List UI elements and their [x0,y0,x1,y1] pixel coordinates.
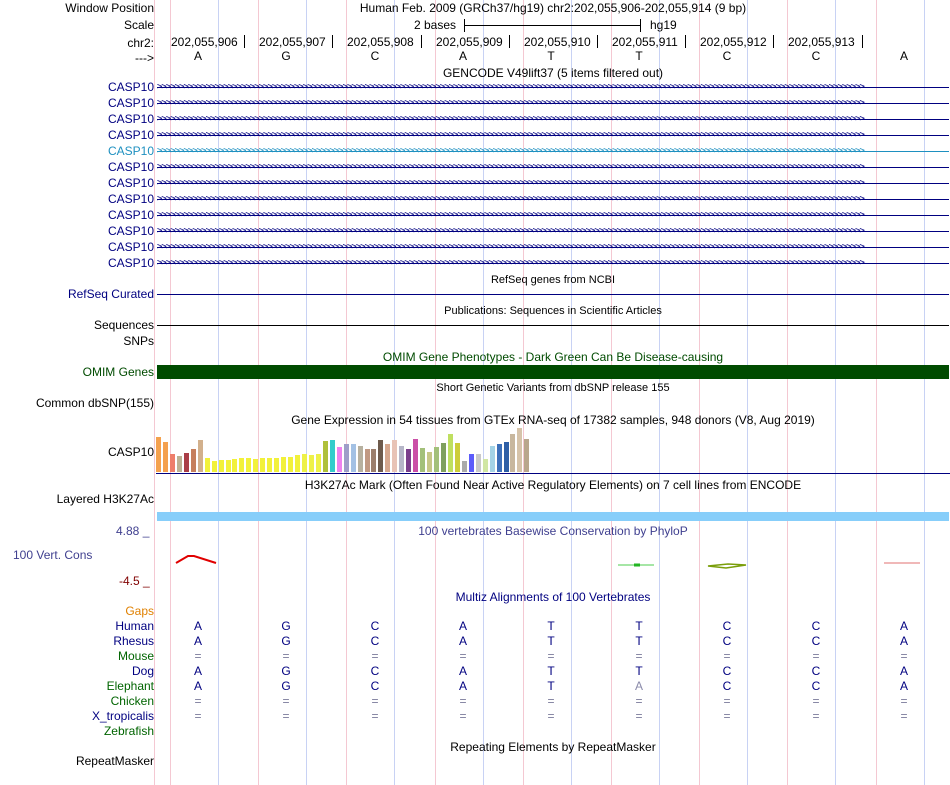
scale-bar [464,25,640,26]
strand-chevrons-icon: >>>>>>>>>>>>>>>>>>>>>>>>>>>>>>>>>>>>>>>>>>>>>>>>>>>>>>>>>>>>>>>>>>>>>>>>>>>>>>>>>>>>>>>>>>>>>>>>>>>>>>>>>>>>>>>>>>>>>>>>>>>>>>>>>>>>>>>>>>>>>>>>>>>>>>>>>>>>>>>> [157,179,864,188]
reference-base: C [722,49,732,63]
scale-text: 2 bases [414,18,457,32]
multiz-aligned-base: = [371,694,379,708]
multiz-aligned-base: A [899,634,908,648]
gtex-tissue-bar[interactable] [156,437,161,472]
multiz-aligned-base: T [547,634,555,648]
gencode-transcript-label[interactable]: CASP10 [107,112,154,126]
assembly-info: Human Feb. 2009 (GRCh37/hg19) chr2:202,055,906-202,055,914 (9 bp) [359,1,747,15]
multiz-aligned-base: T [547,664,555,678]
multiz-aligned-base: = [547,709,555,723]
scale-label: Scale [123,18,154,32]
phylop-signal[interactable] [156,545,950,585]
gencode-transcript-label[interactable]: CASP10 [107,208,154,222]
gencode-transcript-label[interactable]: CASP10 [107,176,154,190]
gtex-tissue-bar[interactable] [239,458,244,472]
phylop-mark-base7 [708,564,746,568]
gencode-transcript-label[interactable]: CASP10 [107,224,154,238]
ruler-position-label: 202,055,908 [347,35,414,49]
gtex-tissue-bar[interactable] [184,453,189,472]
multiz-aligned-base: G [281,664,291,678]
gtex-tissue-bar[interactable] [170,454,175,472]
phylop-track-title: 100 vertebrates Basewise Conservation by PhyloP [418,524,688,538]
omim-track-label[interactable]: OMIM Genes [82,365,154,379]
gtex-track-label[interactable]: CASP10 [107,445,154,459]
multiz-aligned-base: T [635,634,643,648]
reference-base: C [811,49,821,63]
gtex-tissue-bar[interactable] [232,459,237,472]
scale-bar-right-tick [640,19,641,32]
gtex-tissue-bar[interactable] [219,460,224,472]
multiz-aligned-base: = [194,694,202,708]
strand-chevrons-icon: >>>>>>>>>>>>>>>>>>>>>>>>>>>>>>>>>>>>>>>>>>>>>>>>>>>>>>>>>>>>>>>>>>>>>>>>>>>>>>>>>>>>>>>>>>>>>>>>>>>>>>>>>>>>>>>>>>>>>>>>>>>>>>>>>>>>>>>>>>>>>>>>>>>>>>>>>>>>>>>> [157,163,864,172]
gtex-tissue-bar[interactable] [281,457,286,472]
multiz-aligned-base: A [458,679,467,693]
refseq-track-label[interactable]: RefSeq Curated [67,287,154,301]
gtex-tissue-bar[interactable] [448,434,453,472]
gtex-tissue-bar[interactable] [198,440,203,472]
ruler-tick [685,35,686,48]
refseq-gene-line[interactable] [157,294,949,295]
multiz-aligned-base: A [193,634,202,648]
gtex-tissue-bar[interactable] [413,439,418,472]
phylop-track-label[interactable]: 100 Vert. Cons [13,548,93,562]
gtex-tissue-bar[interactable] [351,444,356,472]
multiz-aligned-base: T [635,619,643,633]
reference-base: C [370,49,380,63]
strand-label: ---> [135,51,154,65]
gtex-tissue-bar[interactable] [427,452,432,472]
multiz-aligned-base: C [811,634,821,648]
multiz-aligned-base: C [370,634,380,648]
scale-bar-left-tick [464,19,465,32]
gtex-track-baseline [156,473,950,474]
gtex-tissue-bar[interactable] [490,446,495,472]
gtex-tissue-bar[interactable] [420,448,425,472]
multiz-aligned-base: C [722,634,732,648]
strand-chevrons-icon: >>>>>>>>>>>>>>>>>>>>>>>>>>>>>>>>>>>>>>>>>>>>>>>>>>>>>>>>>>>>>>>>>>>>>>>>>>>>>>>>>>>>>>>>>>>>>>>>>>>>>>>>>>>>>>>>>>>>>>>>>>>>>>>>>>>>>>>>>>>>>>>>>>>>>>>>>>>>>>>> [157,227,864,236]
repeatmasker-track-title: Repeating Elements by RepeatMasker [450,740,656,754]
scale-db: hg19 [650,18,677,32]
multiz-aligned-base: = [900,709,908,723]
ruler-tick [597,35,598,48]
multiz-aligned-base: = [812,694,820,708]
gtex-tissue-bar[interactable] [163,442,168,472]
multiz-aligned-base: = [812,709,820,723]
gencode-transcript-label[interactable]: CASP10 [107,144,154,158]
repeatmasker-track-label[interactable]: RepeatMasker [75,754,154,768]
gtex-tissue-bar[interactable] [385,444,390,472]
gencode-transcript-label[interactable]: CASP10 [107,256,154,270]
gencode-transcript-label[interactable]: CASP10 [107,160,154,174]
ruler-position-label: 202,055,906 [171,35,238,49]
gtex-tissue-bar[interactable] [191,449,196,472]
gencode-transcript-label[interactable]: CASP10 [107,192,154,206]
refseq-track-title: RefSeq genes from NCBI [490,274,616,286]
phylop-ymin-label: -4.5 _ [119,574,150,588]
multiz-species-label[interactable]: Mouse [117,649,154,663]
ruler-position-label: 202,055,911 [612,35,678,49]
multiz-aligned-base: C [370,664,380,678]
gencode-transcript-label[interactable]: CASP10 [107,80,154,94]
ruler-position-label: 202,055,909 [436,35,503,49]
gtex-tissue-bar[interactable] [497,444,502,472]
multiz-aligned-base: C [811,679,821,693]
multiz-aligned-base: = [459,709,467,723]
multiz-aligned-base: = [282,649,290,663]
multiz-species-label[interactable]: Elephant [106,679,154,693]
multiz-aligned-base: A [193,664,202,678]
gtex-tissue-bar[interactable] [371,449,376,472]
gtex-tissue-bar[interactable] [309,455,314,472]
gtex-tissue-bar[interactable] [392,440,397,472]
strand-chevrons-icon: >>>>>>>>>>>>>>>>>>>>>>>>>>>>>>>>>>>>>>>>>>>>>>>>>>>>>>>>>>>>>>>>>>>>>>>>>>>>>>>>>>>>>>>>>>>>>>>>>>>>>>>>>>>>>>>>>>>>>>>>>>>>>>>>>>>>>>>>>>>>>>>>>>>>>>>>>>>>>>>> [157,115,864,124]
multiz-aligned-base: = [900,694,908,708]
multiz-aligned-base: A [899,619,908,633]
multiz-aligned-base: A [458,634,467,648]
gencode-transcript-label[interactable]: CASP10 [107,128,154,142]
gtex-tissue-bar[interactable] [212,461,217,472]
gtex-tissue-bar[interactable] [378,440,383,472]
multiz-aligned-base: = [371,709,379,723]
ruler-position-label: 202,055,907 [259,35,326,49]
multiz-aligned-base: = [547,649,555,663]
multiz-aligned-base: C [722,664,732,678]
gtex-tissue-bar[interactable] [406,449,411,472]
multiz-aligned-base: A [899,679,908,693]
h3k27ac-track-label[interactable]: Layered H3K27Ac [56,492,154,506]
reference-base: T [635,49,643,63]
gtex-tissue-bar[interactable] [323,441,328,472]
multiz-aligned-base: = [723,694,731,708]
multiz-aligned-base: C [811,664,821,678]
dbsnp-track-label[interactable]: Common dbSNP(155) [35,396,154,410]
gtex-tissue-bar[interactable] [246,458,251,472]
gtex-tissue-bar[interactable] [510,434,515,472]
multiz-aligned-base: = [812,649,820,663]
gtex-tissue-bar[interactable] [455,443,460,472]
multiz-aligned-base: = [459,649,467,663]
publications-sequence-line[interactable] [157,325,949,326]
ruler-tick [244,35,245,48]
gencode-transcript-label[interactable]: CASP10 [107,240,154,254]
publications-track-title: Publications: Sequences in Scientific Articles [444,305,662,317]
multiz-aligned-base: = [900,649,908,663]
multiz-aligned-base: C [811,619,821,633]
multiz-gaps-label[interactable]: Gaps [125,604,154,618]
ruler-tick [332,35,333,48]
multiz-aligned-base: = [371,649,379,663]
h3k27ac-track-title: H3K27Ac Mark (Often Found Near Active Regulatory Elements) on 7 cell lines from ENCODE [304,478,802,492]
ruler-position-label: 202,055,912 [700,35,767,49]
gtex-tissue-bar[interactable] [434,447,439,472]
chrom-label: chr2: [127,36,154,50]
gtex-tissue-bar[interactable] [295,455,300,472]
multiz-aligned-base: = [635,709,643,723]
gtex-tissue-bar[interactable] [267,458,272,472]
strand-chevrons-icon: >>>>>>>>>>>>>>>>>>>>>>>>>>>>>>>>>>>>>>>>>>>>>>>>>>>>>>>>>>>>>>>>>>>>>>>>>>>>>>>>>>>>>>>>>>>>>>>>>>>>>>>>>>>>>>>>>>>>>>>>>>>>>>>>>>>>>>>>>>>>>>>>>>>>>>>>>>>>>>>> [157,131,864,140]
gtex-tissue-bar[interactable] [177,456,182,472]
multiz-aligned-base: G [281,619,291,633]
multiz-aligned-base: = [282,709,290,723]
reference-base: A [458,49,467,63]
multiz-aligned-base: C [722,679,732,693]
multiz-aligned-base: A [193,619,202,633]
publications-track-label[interactable]: Sequences [93,318,154,332]
h3k27ac-signal-bar[interactable] [157,512,949,521]
gtex-tissue-bar[interactable] [205,458,210,472]
gencode-track-title: GENCODE V49lift37 (5 items filtered out) [442,66,664,80]
gtex-tissue-bar[interactable] [253,459,258,472]
gtex-tissue-bar[interactable] [524,439,529,472]
omim-feature-bar[interactable] [157,365,949,379]
gtex-tissue-bar[interactable] [462,461,467,472]
gtex-tissue-bar[interactable] [358,446,363,472]
ruler-tick [509,35,510,48]
multiz-aligned-base: C [370,679,380,693]
multiz-aligned-base: A [193,679,202,693]
strand-chevrons-icon: >>>>>>>>>>>>>>>>>>>>>>>>>>>>>>>>>>>>>>>>>>>>>>>>>>>>>>>>>>>>>>>>>>>>>>>>>>>>>>>>>>>>>>>>>>>>>>>>>>>>>>>>>>>>>>>>>>>>>>>>>>>>>>>>>>>>>>>>>>>>>>>>>>>>>>>>>>>>>>>> [157,99,864,108]
gtex-tissue-bar[interactable] [316,454,321,472]
multiz-aligned-base: = [282,694,290,708]
multiz-species-label[interactable]: Dog [131,664,154,678]
omim-track-title: OMIM Gene Phenotypes - Dark Green Can Be Disease-causing [382,350,724,364]
multiz-aligned-base: A [634,679,643,693]
multiz-aligned-base: = [635,694,643,708]
ruler-position-label: 202,055,910 [524,35,591,49]
multiz-aligned-base: = [723,709,731,723]
gtex-tissue-bar[interactable] [504,442,509,472]
gtex-track-title: Gene Expression in 54 tissues from GTEx RNA-seq of 17382 samples, 948 donors (V8, Aug 2019) [291,413,815,427]
window-position-label: Window Position [65,1,154,15]
gtex-tissue-bar[interactable] [344,444,349,472]
multiz-aligned-base: A [458,619,467,633]
reference-base: A [193,49,202,63]
multiz-species-label[interactable]: Human [115,619,154,633]
gtex-tissue-bar[interactable] [365,449,370,472]
multiz-aligned-base: T [547,619,555,633]
multiz-aligned-base: = [723,649,731,663]
multiz-aligned-base: C [722,619,732,633]
strand-chevrons-icon: >>>>>>>>>>>>>>>>>>>>>>>>>>>>>>>>>>>>>>>>>>>>>>>>>>>>>>>>>>>>>>>>>>>>>>>>>>>>>>>>>>>>>>>>>>>>>>>>>>>>>>>>>>>>>>>>>>>>>>>>>>>>>>>>>>>>>>>>>>>>>>>>>>>>>>>>>>>>>>>> [157,195,864,204]
multiz-aligned-base: = [459,694,467,708]
multiz-aligned-base: G [281,634,291,648]
multiz-species-label[interactable]: Zebrafish [103,724,154,738]
gtex-tissue-bar[interactable] [337,447,342,472]
gtex-tissue-bar[interactable] [483,459,488,472]
reference-base: T [547,49,555,63]
multiz-aligned-base: C [370,619,380,633]
multiz-species-label[interactable]: Chicken [110,694,154,708]
gtex-tissue-bar[interactable] [226,460,231,472]
multiz-species-label[interactable]: X_tropicalis [91,709,154,723]
multiz-track-title: Multiz Alignments of 100 Vertebrates [455,590,651,604]
strand-chevrons-icon: >>>>>>>>>>>>>>>>>>>>>>>>>>>>>>>>>>>>>>>>>>>>>>>>>>>>>>>>>>>>>>>>>>>>>>>>>>>>>>>>>>>>>>>>>>>>>>>>>>>>>>>>>>>>>>>>>>>>>>>>>>>>>>>>>>>>>>>>>>>>>>>>>>>>>>>>>>>>>>>> [157,83,864,92]
gencode-transcript-label[interactable]: CASP10 [107,96,154,110]
ruler-position-label: 202,055,913 [788,35,855,49]
gtex-tissue-bar[interactable] [517,428,522,472]
multiz-aligned-base: = [194,649,202,663]
gtex-tissue-bar[interactable] [476,454,481,472]
gtex-tissue-bar[interactable] [399,446,404,472]
dbsnp-track-title: Short Genetic Variants from dbSNP release 155 [436,382,670,394]
multiz-aligned-base: = [635,649,643,663]
gtex-tissue-bar[interactable] [302,454,307,472]
strand-chevrons-icon: >>>>>>>>>>>>>>>>>>>>>>>>>>>>>>>>>>>>>>>>>>>>>>>>>>>>>>>>>>>>>>>>>>>>>>>>>>>>>>>>>>>>>>>>>>>>>>>>>>>>>>>>>>>>>>>>>>>>>>>>>>>>>>>>>>>>>>>>>>>>>>>>>>>>>>>>>>>>>>>> [157,259,864,268]
gtex-bar-chart[interactable] [156,427,950,472]
gtex-tissue-bar[interactable] [288,457,293,472]
ruler-tick [862,35,863,48]
multiz-aligned-base: T [547,679,555,693]
phylop-ymax-label: 4.88 _ [116,524,150,538]
multiz-aligned-base: T [635,664,643,678]
gtex-tissue-bar[interactable] [441,443,446,472]
gtex-tissue-bar[interactable] [469,454,474,472]
gtex-tissue-bar[interactable] [330,440,335,472]
reference-base: G [281,49,291,63]
gtex-tissue-bar[interactable] [260,458,265,472]
gtex-tissue-bar[interactable] [274,458,279,472]
strand-chevrons-icon: >>>>>>>>>>>>>>>>>>>>>>>>>>>>>>>>>>>>>>>>>>>>>>>>>>>>>>>>>>>>>>>>>>>>>>>>>>>>>>>>>>>>>>>>>>>>>>>>>>>>>>>>>>>>>>>>>>>>>>>>>>>>>>>>>>>>>>>>>>>>>>>>>>>>>>>>>>>>>>>> [157,243,864,252]
multiz-aligned-base: = [194,709,202,723]
strand-chevrons-icon: >>>>>>>>>>>>>>>>>>>>>>>>>>>>>>>>>>>>>>>>>>>>>>>>>>>>>>>>>>>>>>>>>>>>>>>>>>>>>>>>>>>>>>>>>>>>>>>>>>>>>>>>>>>>>>>>>>>>>>>>>>>>>>>>>>>>>>>>>>>>>>>>>>>>>>>>>>>>>>>> [157,147,864,156]
label-column-divider [154,0,155,785]
snps-track-label[interactable]: SNPs [123,334,154,348]
multiz-species-label[interactable]: Rhesus [113,634,154,648]
multiz-aligned-base: = [547,694,555,708]
multiz-aligned-base: A [458,664,467,678]
ruler-tick [421,35,422,48]
multiz-aligned-base: A [899,664,908,678]
reference-base: A [899,49,908,63]
ruler-tick [773,35,774,48]
phylop-peak-base1 [176,556,216,563]
strand-chevrons-icon: >>>>>>>>>>>>>>>>>>>>>>>>>>>>>>>>>>>>>>>>>>>>>>>>>>>>>>>>>>>>>>>>>>>>>>>>>>>>>>>>>>>>>>>>>>>>>>>>>>>>>>>>>>>>>>>>>>>>>>>>>>>>>>>>>>>>>>>>>>>>>>>>>>>>>>>>>>>>>>>> [157,211,864,220]
multiz-aligned-base: G [281,679,291,693]
